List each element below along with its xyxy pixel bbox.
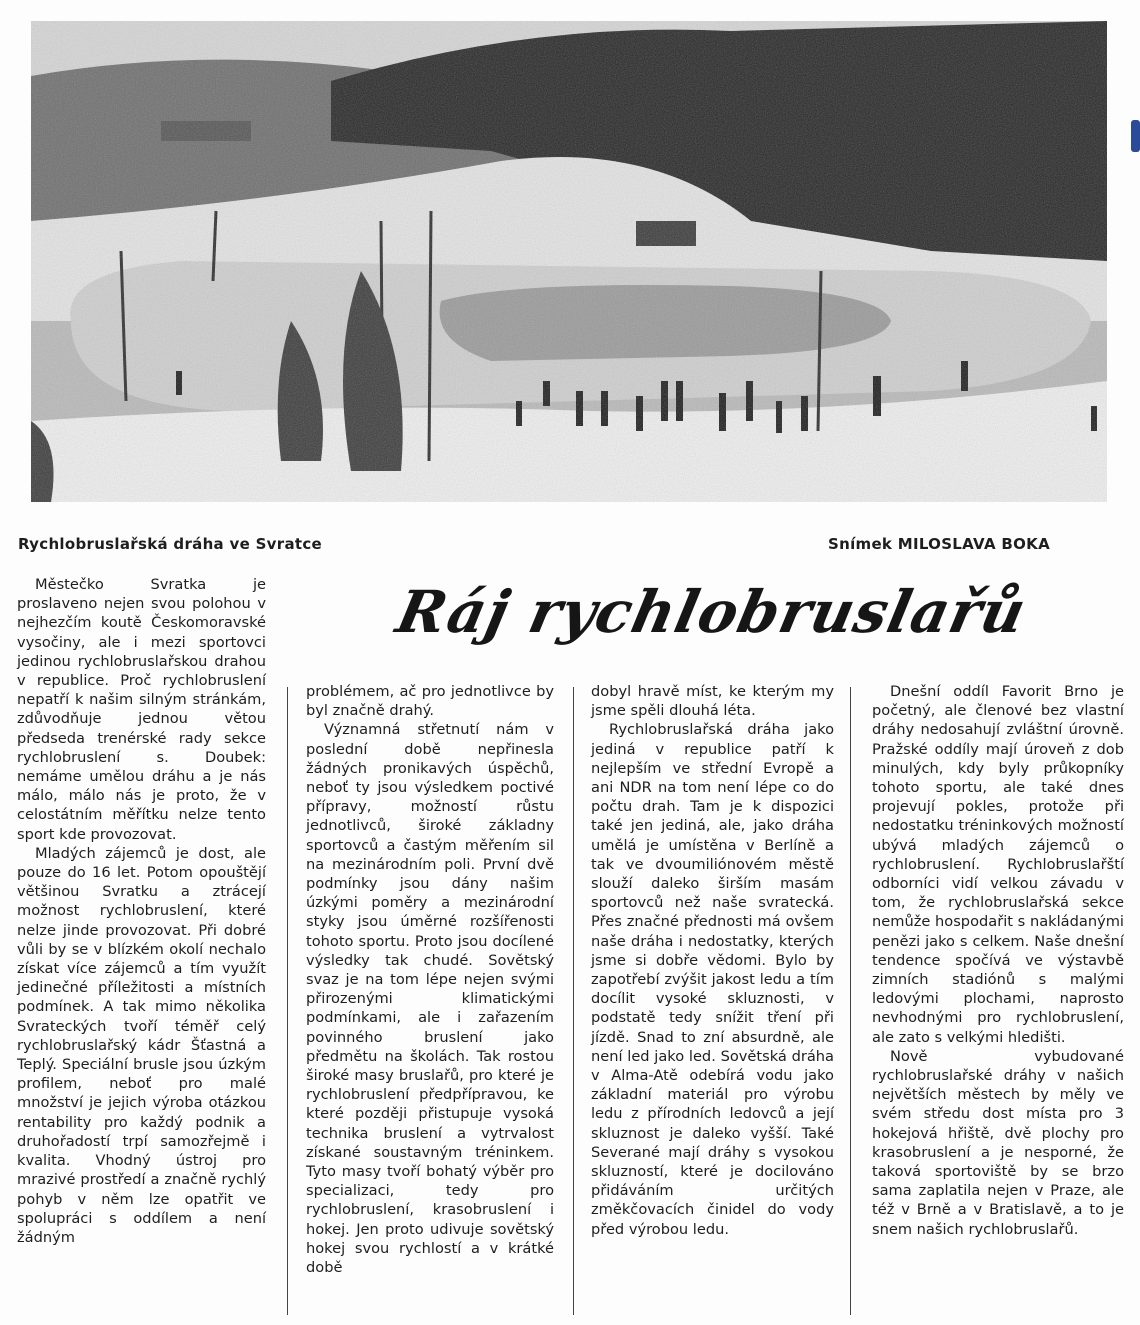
- article-headline: Ráj rychlobruslařů: [390, 578, 1033, 646]
- article-column-1: [17, 575, 266, 1247]
- column-divider: [573, 687, 574, 1315]
- photo-caption: Rychlobruslařská dráha ve Svratce: [18, 535, 323, 553]
- paragraph: Rychlobruslařská dráha jako jediná v republice patří k nejlepším ve střední Evropě a ani NDR na tom není lépe co do počtu drah. Tam je k dispozici také jen jediná, ale, jako dráha umělá je umístěna v Berlíně a tak ve dvoumiliónovém městě slouží daleko širším masám sportovců než naše svratecká. Přes značné přednosti má ovšem naše dráha i nedostatky, kterých jsme si dobře vědomi. Bylo by zapotřebí zvýšit jakost ledu a tím docílit vysoké skluznosti, v podstatě tedy snížit tření při jízdě. Snad to zní absurdně, ale není led jako led. Sovětská dráha v Alma-Atě odebírá vodu jako základní materiál pro výrobu ledu z přírodních ledovců a její skluznost je daleko vyšší. Také Severané mají dráhy s vysokou skluzností, které je docilováno přidáváním určitých změkčovacích činidel do vody před výrobou ledu.: [591, 721, 834, 1238]
- paragraph: Významná střetnutí nám v poslední době nepřinesla žádných pronikavých úspěchů, neboť ty jsou výsledkem poctivé přípravy, možností růstu jednotlivců, široké základny sportovců a častým měřením sil na mezinárodním poli. První dvě podmínky jsou dány našim úzkými poměry a mezinárodní styky jsou úměrné rozšířenosti tohoto sportu. Proto jsou docílené výsledky tak chudé. Sovětský svaz je na tom lépe nejen svými přirozenými klimatickými podmínkami, ale i zařazením povinného bruslení jako předmětu na školách. Tak rostou široké masy bruslařů, pro které je rychlobruslení předpřípravou, ke které později přistupuje vysoká technika bruslení a vytrvalost získané soustavným tréninkem. Tyto masy tvoří bohatý výběr pro specializaci, tedy pro rychlobruslení, krasobruslení i hokej. Jen proto udivuje sovětský hokej svou rychlostí a v krátké době: [306, 721, 554, 1277]
- paragraph: dobyl hravě míst, ke kterým my jsme spěli dlouhá léta.: [591, 683, 834, 720]
- article-column-2: [306, 682, 554, 1277]
- paragraph: problémem, ač pro jednotlivce by byl značně drahý.: [306, 683, 554, 720]
- paragraph: Dnešní oddíl Favorit Brno je početný, ale členové bez vlastní dráhy nedosahují zvláštní úrovně. Pražské oddíly mají úroveň z dob minulých, kdy byly průkopníky tohoto sportu, ale také dnes projevují pokles, protože při nedostatku tréninkových možností ubývá mladých zájemců o rychlobruslení. Rychlobruslařští odborníci vidí velkou závadu v tom, že rychlobruslařská sekce nemůže hospodařit s nakládanými penězi jako s celkem. Naše dnešní tendence spočívá ve výstavbě zimních stadiónů s malými ledovými plochami, naprosto nevhodnými pro rychlobruslení, ale zato s velkými hledišti.: [872, 683, 1124, 1046]
- skating-track-photo: [31, 21, 1107, 502]
- edge-mark: [1131, 120, 1140, 152]
- column-divider: [287, 687, 288, 1315]
- paragraph: Nově vybudované rychlobruslařské dráhy v našich největších městech by měly ve svém středu dost místa pro 3 hokejová hřiště, dvě plochy pro krasobruslení a je nesporné, že taková sportoviště by se brzo sama zaplatila nejen v Praze, ale též v Brně a v Bratislavě, a to je snem našich rychlobruslařů.: [872, 1047, 1124, 1238]
- photo-credit: Snímek MILOSLAVA BOKA: [828, 535, 1050, 553]
- article-column-4: [872, 682, 1124, 1239]
- photo-illustration: [31, 21, 1107, 502]
- paragraph: Mladých zájemců je dost, ale pouze do 16 let. Potom opouštějí většinou Svratku a ztrácejí možnost rychlobruslení, které nelze jinde provozovat. Při dobré vůli by se v blízkém okolí nechalo získat více zájemců a tím využít jedinečné příležitosti a místních podmínek. A tak mimo několika Svrateckých tvoří téměř celý rychlobruslařský kádr Šťastná a Teplý. Speciální brusle jsou úzkým profilem, neboť pro malé množství je jejich výroba otázkou rentability pro každý podnik a druhořadostí trpí samozřejmě i kvalita. Vhodný ústroj pro mrazivé prostředí a značně rychlý pohyb v něm lze opatřit ve spolupráci s oddílem a není žádným: [17, 844, 266, 1246]
- article-column-3: [591, 682, 834, 1239]
- paragraph: Městečko Svratka je proslaveno nejen svou polohou v nejhezčím koutě Českomoravské vysočiny, ale i mezi sportovci jedinou rychlobruslařskou drahou v republice. Proč rychlobruslení nepatří k našim silným stránkám, zdůvodňuje jednou větou předseda trenérské rady sekce rychlobruslení s. Doubek: nemáme umělou dráhu a je nás málo, málo nás je proto, že v celostátním měřítku nelze tento sport kde provozovat.: [17, 576, 266, 843]
- column-divider: [850, 687, 851, 1315]
